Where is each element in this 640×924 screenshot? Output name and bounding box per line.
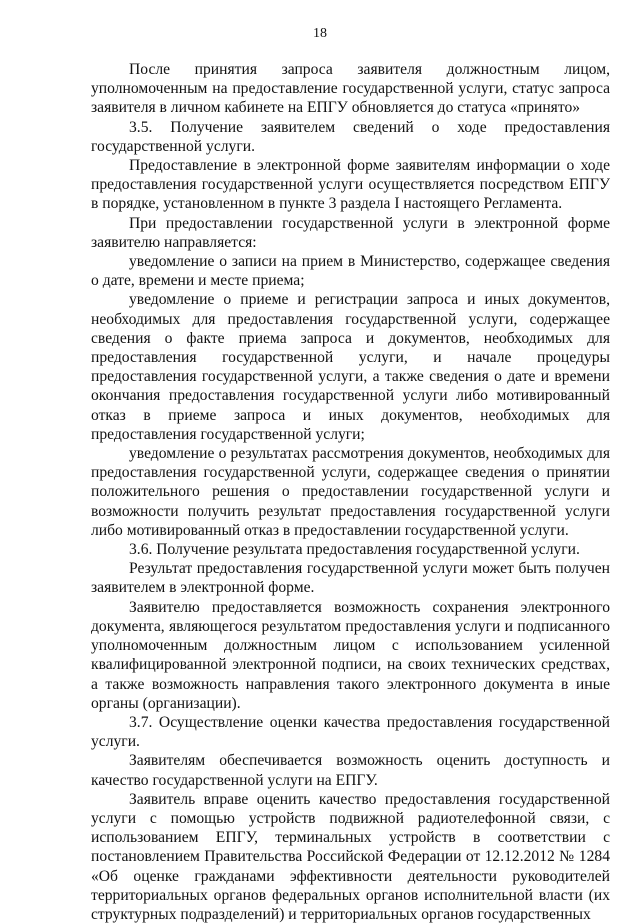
paragraph-status-update: После принятия запроса заявителя должностным лицом, уполномоченным на предоставление государственной услуги, статус запроса заявителя в личном кабинете на ЕПГУ обновляется до статуса «принято»: [91, 61, 610, 117]
paragraph-save-document: Заявителю предоставляется возможность сохранения электронного документа, являющегося результатом предоставления услуги и подписанного уполномоченным должностным лицом с использованием усиленной квалифицированной электронной подписи, на своих технических средствах, а также возможность направления такого электронного документа в иные органы (организации).: [91, 598, 610, 712]
paragraph-quality-assessment: Заявителям обеспечивается возможность оценить доступность и качество государственной услуги на ЕПГУ.: [91, 752, 610, 789]
section-heading-3-6: 3.6. Получение результата предоставления государственной услуги.: [129, 541, 580, 559]
section-heading-3-5: 3.5. Получение заявителем сведений о ходе предоставления государственной услуги.: [91, 118, 610, 155]
document-body: [91, 60, 610, 924]
list-item-registration-notice: уведомление о приеме и регистрации запроса и иных документов, необходимых для предоставления государственной услуги, содержащее сведения о факте приема запроса и документов, необходимых для предоставления государственной услуги, и начале процедуры предоставления государственной услуги, а также сведения о дате и времени окончания предоставления государственной услуги либо мотивированный отказ в приеме запроса и иных документов, необходимых для предоставления государственной услуги;: [91, 291, 610, 443]
list-item-appointment-notice: уведомление о записи на прием в Министерство, содержащее сведения о дате, времени и месте приема;: [91, 253, 610, 290]
paragraph-progress-info: Предоставление в электронной форме заявителям информации о ходе предоставления государственной услуги осуществляется посредством ЕПГУ в порядке, установленном в пункте 3 раздела I настоящего Регламента.: [91, 157, 610, 213]
paragraph-assessment-methods: Заявитель вправе оценить качество предоставления государственной услуги с помощью устройств подвижной радиотелефонной связи, с использованием ЕПГУ, терминальных устройств в соответствии с постановлением Правительства Российской Федерации от 12.12.2012 № 1284 «Об оценке гражданами эффективности деятельности руководителей территориальных органов федеральных органов исполнительной власти (их структурных подразделений) и территориальных органов государственных: [91, 790, 610, 923]
list-item-result-notice: уведомление о результатах рассмотрения документов, необходимых для предоставления государственной услуги, содержащее сведения о принятии положительного решения о предоставлении государственной услуги и возможности получить результат предоставления государственной услуги либо мотивированный отказ в предоставлении государственной услуги.: [91, 445, 610, 539]
page-number: 18: [313, 26, 327, 41]
section-heading-3-7: 3.7. Осуществление оценки качества предоставления государственной услуги.: [91, 713, 610, 751]
paragraph-result-electronic: Результат предоставления государственной услуги может быть получен заявителем в электронной форме.: [91, 560, 610, 597]
paragraph-notifications-intro: При предоставлении государственной услуги в электронной форме заявителю направляется:: [91, 214, 610, 251]
